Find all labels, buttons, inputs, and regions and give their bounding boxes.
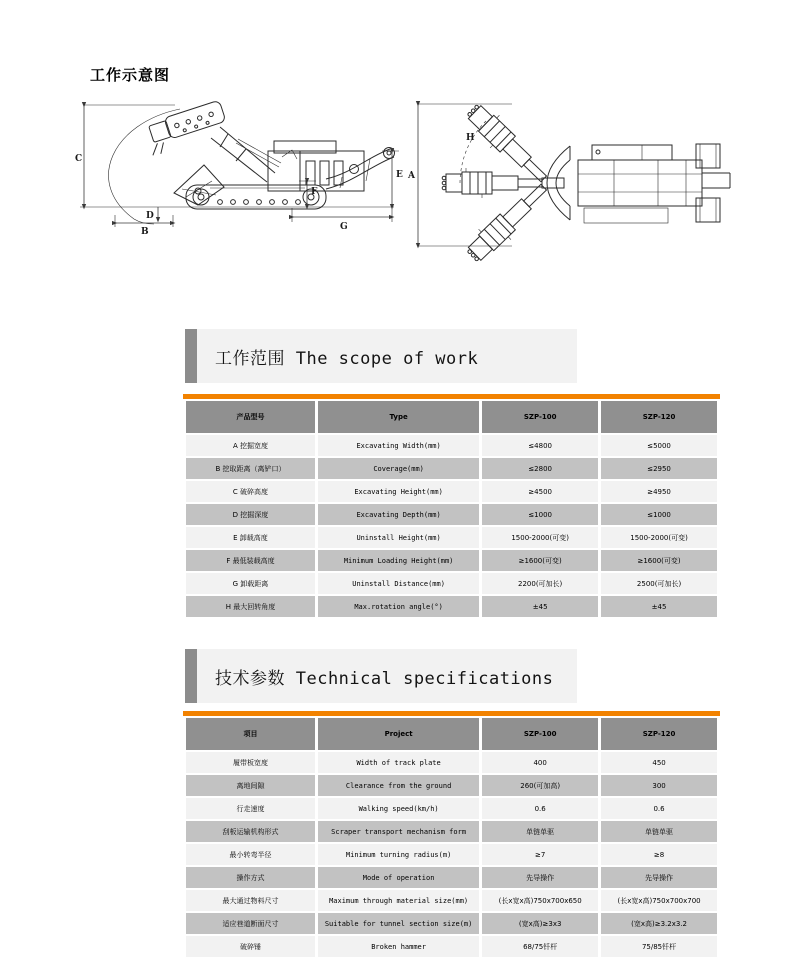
top-view-drawing — [396, 88, 736, 263]
table-row — [186, 867, 717, 888]
rear-conveyor — [326, 148, 395, 190]
table-cell: Minimum Loading Height(mm) — [318, 550, 479, 571]
table-row — [186, 890, 717, 911]
table-cell: (长x宽x高)750x700x650 — [482, 890, 598, 911]
column-header: 产品型号 — [186, 401, 315, 433]
table-cell: ±45 — [482, 596, 598, 617]
table-cell: D 挖掘深度 — [186, 504, 315, 525]
table-cell: Maximum through material size(mm) — [318, 890, 479, 911]
dim-label-h: H — [466, 133, 475, 143]
table-cell: ≤2950 — [601, 458, 717, 479]
spec-table — [183, 399, 720, 619]
table-cell: Uninstall Height(mm) — [318, 527, 479, 548]
table-cell: 1500-2000(可变) — [482, 527, 598, 548]
section-title: 技术参数 Technical specifications — [215, 668, 554, 689]
table-cell: 最大通过物料尺寸 — [186, 890, 315, 911]
table-cell: Width of track plate — [318, 752, 479, 773]
boom-arm — [211, 127, 281, 182]
table-cell: ≤2800 — [482, 458, 598, 479]
table-cell: 破碎锤 — [186, 936, 315, 957]
table-cell: B 挖取距离（离铲口） — [186, 458, 315, 479]
column-header: SZP-120 — [601, 718, 717, 750]
table-row — [186, 435, 717, 456]
table-cell: ≥4500 — [482, 481, 598, 502]
section-title: 工作范围 The scope of work — [215, 348, 479, 369]
table-cell: E 卸载高度 — [186, 527, 315, 548]
column-header: 项目 — [186, 718, 315, 750]
table-cell: 单链单驱 — [601, 821, 717, 842]
table-row — [186, 596, 717, 617]
table-cell: 先导操作 — [601, 867, 717, 888]
dimension-lines-top — [418, 104, 512, 246]
crawler-tracks — [186, 185, 326, 209]
table-cell: F 最低装载高度 — [186, 550, 315, 571]
table-cell: ≥8 — [601, 844, 717, 865]
table-cell: Uninstall Distance(mm) — [318, 573, 479, 594]
excavator-top-view — [396, 88, 736, 263]
table-row — [186, 481, 717, 502]
rotation-arc — [460, 121, 486, 183]
machine-body — [268, 141, 364, 191]
table-cell: Broken hammer — [318, 936, 479, 957]
excavator-side-view — [70, 95, 403, 245]
table-cell: ≤1000 — [482, 504, 598, 525]
dim-label-c: C — [75, 154, 83, 164]
table-cell: 2500(可加长) — [601, 573, 717, 594]
table-header-row — [186, 401, 717, 433]
section-heading-scope — [185, 329, 577, 383]
dim-label-b: B — [141, 227, 149, 237]
table-cell: G 卸载距离 — [186, 573, 315, 594]
table-cell: 400 — [482, 752, 598, 773]
table-cell: (宽x高)≥3x3 — [482, 913, 598, 934]
table-cell: 离地间隙 — [186, 775, 315, 796]
table-cell: ≤4800 — [482, 435, 598, 456]
table-cell: Max.rotation angle(°) — [318, 596, 479, 617]
table-cell: 0.6 — [601, 798, 717, 819]
table-header-row — [186, 718, 717, 750]
table-cell: ≤1000 — [601, 504, 717, 525]
table-cell: Excavating Height(mm) — [318, 481, 479, 502]
heading-accent-bar — [185, 329, 197, 383]
table-row — [186, 504, 717, 525]
table-row — [186, 798, 717, 819]
table-cell: (宽x高)≥3.2x3.2 — [601, 913, 717, 934]
dim-label-e: E — [396, 170, 403, 180]
machine-body-top — [578, 145, 702, 223]
dim-label-d: D — [146, 211, 154, 221]
table-cell: 最小转弯半径 — [186, 844, 315, 865]
table-cell: 刮板运输机构形式 — [186, 821, 315, 842]
table-row — [186, 527, 717, 548]
table-cell: ≥1600(可变) — [482, 550, 598, 571]
table-cell: A 挖掘宽度 — [186, 435, 315, 456]
table-cell: 2200(可加长) — [482, 573, 598, 594]
dim-label-g: G — [340, 222, 348, 232]
table-cell: 操作方式 — [186, 867, 315, 888]
table-cell: Excavating Depth(mm) — [318, 504, 479, 525]
table-cell: 适应巷道断面尺寸 — [186, 913, 315, 934]
section-heading-specs — [185, 649, 577, 703]
side-view-drawing — [70, 95, 403, 245]
table-cell: ±45 — [601, 596, 717, 617]
table-cell: 300 — [601, 775, 717, 796]
table-row — [186, 458, 717, 479]
table-row — [186, 821, 717, 842]
table-row — [186, 913, 717, 934]
table-row — [186, 775, 717, 796]
table-cell: ≥1600(可变) — [601, 550, 717, 571]
table-cell: Suitable for tunnel section size(m) — [318, 913, 479, 934]
column-header: SZP-100 — [482, 718, 598, 750]
tracks-top-view — [696, 144, 730, 222]
table-cell: Walking speed(km/h) — [318, 798, 479, 819]
table-cell: Mode of operation — [318, 867, 479, 888]
table-cell: 履带板宽度 — [186, 752, 315, 773]
table-cell: (长x宽x高)750x700x700 — [601, 890, 717, 911]
table-row — [186, 752, 717, 773]
breaker-head — [143, 100, 229, 156]
table-cell: Scraper transport mechanism form — [318, 821, 479, 842]
heading-accent-bar — [185, 649, 197, 703]
column-header: SZP-120 — [601, 401, 717, 433]
table-cell: Clearance from the ground — [318, 775, 479, 796]
table-cell: 450 — [601, 752, 717, 773]
table-row — [186, 844, 717, 865]
column-header: Project — [318, 718, 479, 750]
table-cell: 单链单驱 — [482, 821, 598, 842]
column-header: Type — [318, 401, 479, 433]
page-title: 工作示意图 — [90, 66, 171, 84]
spec-table — [183, 716, 720, 959]
table-cell: 0.6 — [482, 798, 598, 819]
table-row — [186, 936, 717, 957]
table-cell: Coverage(mm) — [318, 458, 479, 479]
boom-center — [442, 168, 542, 198]
dim-label-a: A — [408, 171, 415, 181]
table-cell: ≤5000 — [601, 435, 717, 456]
table-cell: 1500-2000(可变) — [601, 527, 717, 548]
scope-of-work-table — [183, 394, 720, 619]
table-cell: H 最大回转角度 — [186, 596, 315, 617]
table-cell: 先导操作 — [482, 867, 598, 888]
technical-specs-table — [183, 711, 720, 959]
table-row — [186, 550, 717, 571]
table-cell: Minimum turning radius(m) — [318, 844, 479, 865]
table-cell: 260(可加高) — [482, 775, 598, 796]
table-cell: 75/85钎杆 — [601, 936, 717, 957]
table-cell: 68/75钎杆 — [482, 936, 598, 957]
table-cell: 行走速度 — [186, 798, 315, 819]
table-row — [186, 573, 717, 594]
table-cell: ≥7 — [482, 844, 598, 865]
table-cell: C 破碎高度 — [186, 481, 315, 502]
boom-rotated-up — [461, 176, 554, 263]
gathering-shield — [542, 146, 570, 220]
table-cell: Excavating Width(mm) — [318, 435, 479, 456]
table-cell: ≥4950 — [601, 481, 717, 502]
dim-label-f: F — [311, 187, 318, 197]
column-header: SZP-100 — [482, 401, 598, 433]
